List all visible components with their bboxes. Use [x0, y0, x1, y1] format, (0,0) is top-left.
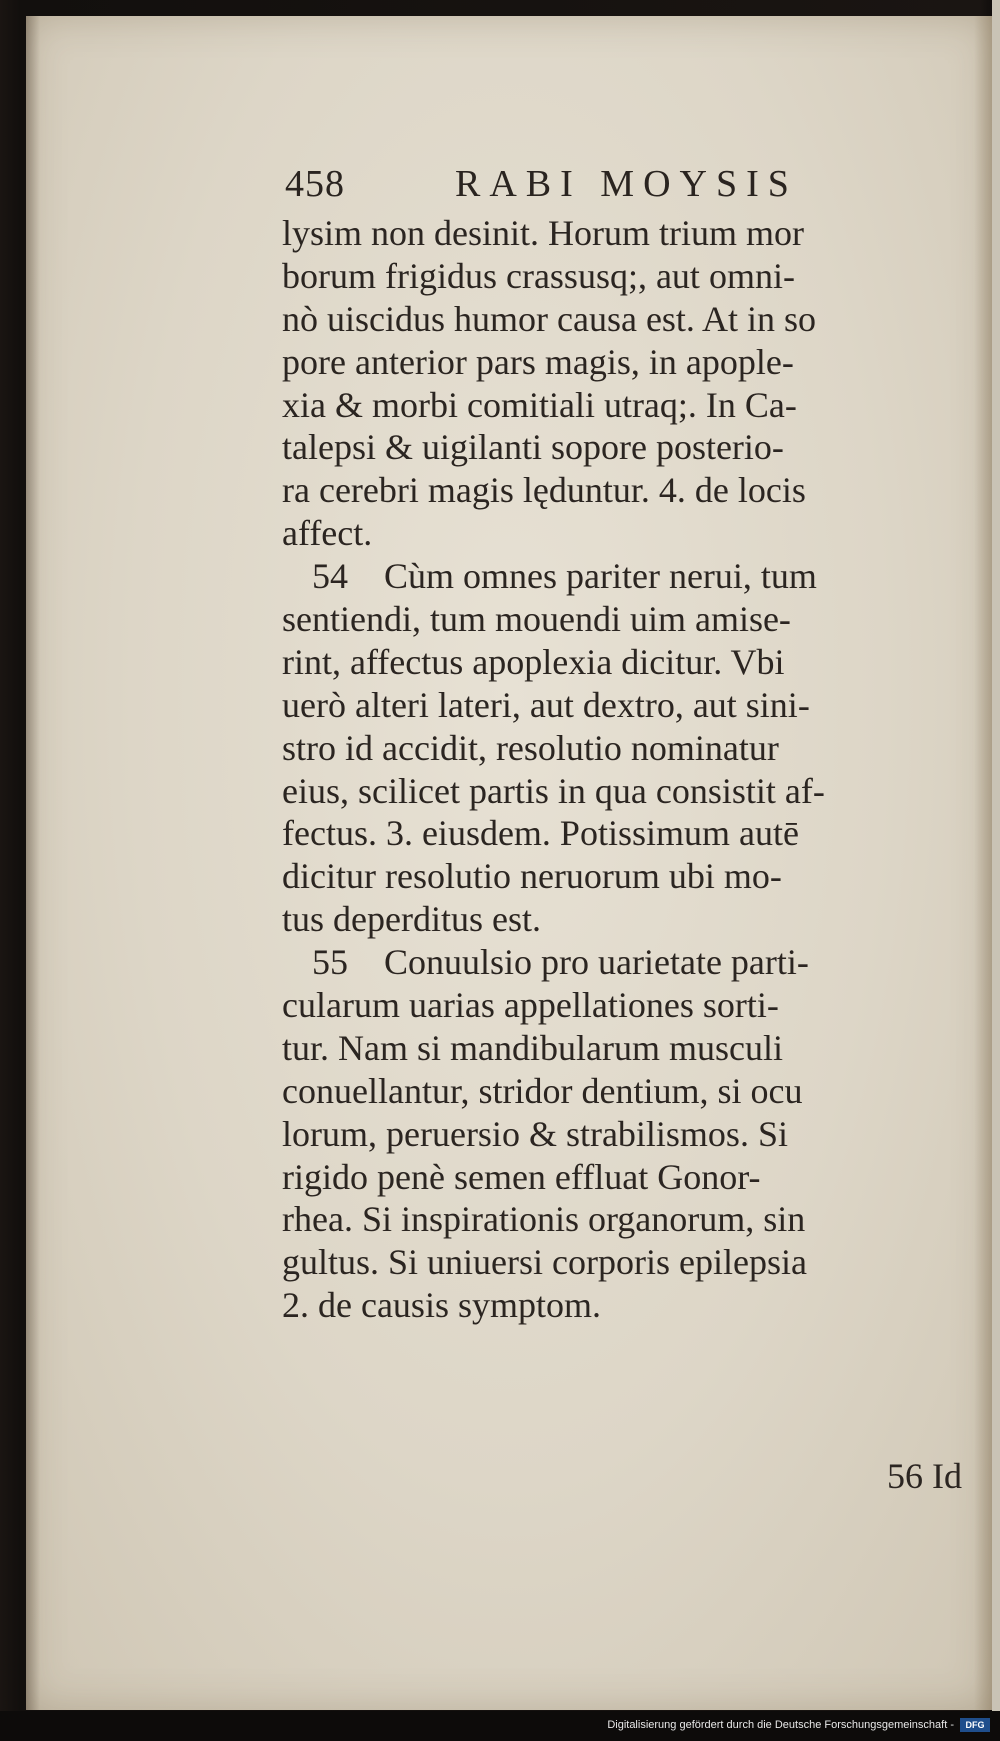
text-line	[282, 555, 962, 598]
line-text: affect.	[282, 513, 373, 554]
paragraph-number: 55	[312, 942, 348, 983]
text-line	[282, 512, 962, 555]
text-line	[282, 684, 962, 727]
line-text: gultus. Si uniuersi corporis epilepsia	[282, 1242, 807, 1283]
text-line	[282, 855, 962, 898]
paragraph-number: 54	[312, 556, 348, 597]
text-line	[282, 1198, 962, 1241]
text-line	[282, 1027, 962, 1070]
line-text: tur. Nam si mandibularum musculi	[282, 1027, 783, 1068]
line-text: Cùm omnes pariter nerui, tum	[384, 556, 817, 597]
funding-note: Digitalisierung gefördert durch die Deutsche Forschungsgemeinschaft -	[607, 1719, 954, 1731]
line-text: rhea. Si inspirationis organorum, sin	[282, 1199, 806, 1240]
line-text: nò uiscidus humor causa est. At in so	[282, 298, 816, 339]
footer-bar	[0, 1711, 1000, 1741]
text-line	[282, 1284, 962, 1327]
text-line	[282, 812, 962, 855]
text-line	[282, 469, 962, 512]
text-line	[282, 641, 962, 684]
text-line	[282, 384, 962, 427]
line-text: cularum uarias appellationes sorti-	[282, 985, 779, 1026]
line-text: sentiendi, tum mouendi uim amise-	[282, 599, 791, 640]
line-text: dicitur resolutio neruorum ubi mo-	[282, 856, 782, 897]
text-line	[282, 941, 962, 984]
text-line	[282, 426, 962, 469]
scan-edge	[992, 0, 1000, 1741]
line-text: pore anterior pars magis, in apople-	[282, 341, 794, 382]
line-text: 2. de causis symptom.	[282, 1285, 601, 1326]
text-line	[282, 598, 962, 641]
text-line	[282, 1070, 962, 1113]
text-line	[282, 727, 962, 770]
line-text: rint, affectus apoplexia dicitur. Vbi	[282, 641, 785, 682]
line-text: rigido penè semen effluat Gonor-	[282, 1156, 761, 1197]
line-text: talepsi & uigilanti sopore posterio-	[282, 427, 784, 468]
line-text: lysim non desinit. Horum trium mor	[282, 213, 804, 253]
text-block	[282, 212, 962, 1327]
line-text: borum frigidus crassusq;, aut omni-	[282, 255, 795, 296]
text-line	[282, 898, 962, 941]
running-title: RABI MOYSIS	[455, 163, 798, 205]
text-line	[282, 212, 962, 255]
line-text: stro id accidit, resolutio nominatur	[282, 727, 779, 768]
line-text: uerò alteri lateri, aut dextro, aut sini-	[282, 684, 810, 725]
dfg-logo: DFG	[960, 1718, 990, 1732]
folio-number: 458	[285, 163, 345, 205]
text-line	[282, 341, 962, 384]
text-line	[282, 1241, 962, 1284]
text-line	[282, 255, 962, 298]
line-text: lorum, peruersio & strabilismos. Si	[282, 1113, 788, 1154]
text-line	[282, 770, 962, 813]
line-text: Conuulsio pro uarietate parti-	[384, 942, 809, 983]
text-line	[282, 984, 962, 1027]
catchword: 56 Id	[887, 1456, 962, 1496]
line-text: fectus. 3. eiusdem. Potissimum autē	[282, 813, 799, 854]
line-text: conuellantur, stridor dentium, si ocu	[282, 1070, 803, 1111]
text-line	[282, 1113, 962, 1156]
line-text: tus deperditus est.	[282, 899, 541, 940]
text-line	[282, 298, 962, 341]
page-header	[285, 162, 825, 212]
line-text: ra cerebri magis lęduntur. 4. de locis	[282, 470, 806, 511]
line-text: eius, scilicet partis in qua consistit af-	[282, 770, 825, 811]
line-text: xia & morbi comitiali utraq;. In Ca-	[282, 384, 797, 425]
text-line	[282, 1156, 962, 1199]
